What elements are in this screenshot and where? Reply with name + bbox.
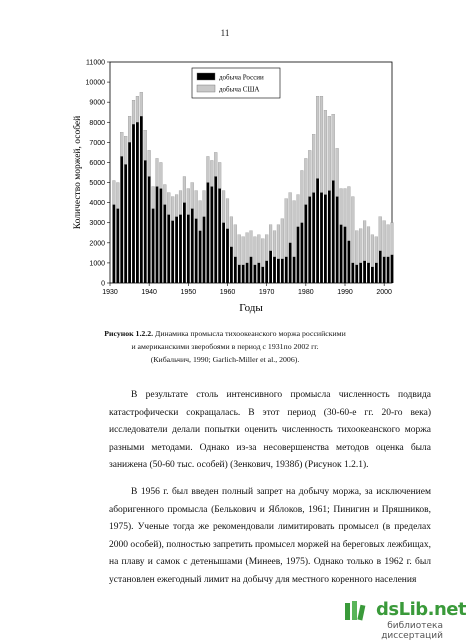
bar-russia bbox=[297, 227, 300, 283]
bar-russia bbox=[238, 265, 241, 283]
bar-russia bbox=[183, 203, 186, 283]
bar-russia bbox=[199, 231, 202, 283]
bar-usa bbox=[371, 235, 374, 267]
bar-russia bbox=[261, 267, 264, 283]
bar-usa bbox=[297, 195, 300, 227]
x-tick-label: 1970 bbox=[258, 289, 275, 296]
bar-usa bbox=[340, 189, 343, 225]
bar-usa bbox=[269, 225, 272, 251]
bar-usa bbox=[195, 191, 198, 219]
bar-russia bbox=[203, 217, 206, 283]
bar-russia bbox=[144, 160, 147, 283]
bar-usa bbox=[238, 235, 241, 265]
bar-usa bbox=[140, 92, 143, 116]
bar-russia bbox=[210, 187, 213, 283]
bar-usa bbox=[207, 156, 210, 182]
y-tick-label: 4000 bbox=[89, 200, 105, 208]
bar-usa bbox=[246, 233, 249, 263]
bar-russia bbox=[254, 265, 257, 283]
legend-box bbox=[192, 68, 280, 98]
y-tick-label: 6000 bbox=[89, 159, 105, 167]
bar-russia bbox=[293, 257, 296, 283]
y-axis-label: Количество моржей, особей bbox=[73, 115, 83, 230]
bar-russia bbox=[281, 259, 284, 283]
bar-usa bbox=[328, 116, 331, 190]
bar-russia bbox=[383, 257, 386, 283]
bar-russia bbox=[257, 263, 260, 283]
bar-usa bbox=[344, 189, 347, 227]
x-axis-label: Годы bbox=[239, 302, 263, 314]
bar-usa bbox=[222, 191, 225, 223]
bar-russia bbox=[316, 179, 319, 283]
bar-usa bbox=[285, 199, 288, 257]
bar-russia bbox=[152, 209, 155, 283]
caption-line-2: и американскими зверобоями в период с 1931по 2002 гг. bbox=[131, 342, 319, 351]
bar-usa bbox=[332, 114, 335, 180]
bar-usa bbox=[124, 136, 127, 164]
bar-russia bbox=[140, 116, 143, 283]
bar-russia bbox=[167, 215, 170, 283]
bar-russia bbox=[250, 257, 253, 283]
y-tick-label: 9000 bbox=[89, 99, 105, 107]
bar-russia bbox=[391, 255, 394, 283]
bar-russia bbox=[363, 261, 366, 283]
bar-usa bbox=[250, 231, 253, 257]
legend-label: добыча США bbox=[219, 85, 260, 94]
bar-russia bbox=[332, 181, 335, 283]
bar-russia bbox=[207, 183, 210, 283]
bar-usa bbox=[163, 185, 166, 205]
y-tick-label: 0 bbox=[101, 280, 105, 288]
x-tick-label: 1940 bbox=[141, 289, 157, 296]
bar-usa bbox=[160, 162, 163, 188]
bar-russia bbox=[214, 177, 217, 283]
bar-usa bbox=[218, 162, 221, 188]
bar-usa bbox=[113, 181, 116, 205]
bar-usa bbox=[148, 150, 151, 176]
bar-usa bbox=[363, 221, 366, 261]
bar-russia bbox=[285, 257, 288, 283]
bar-russia bbox=[242, 265, 245, 283]
bar-usa bbox=[355, 231, 358, 265]
bar-usa bbox=[387, 225, 390, 257]
bar-usa bbox=[128, 116, 131, 142]
bar-usa bbox=[391, 223, 394, 255]
bar-russia bbox=[328, 191, 331, 283]
paragraph-1-text: В результате столь интенсивного промысла численность подвида катастрофически сокращалась. В этот период (30-60-е гг. 20-го века) исследователи делали попытки оценить численность тихоокеанского моржа разными методами. Однако из-за несовершенства методов оценка была занижена (50-60 тыс. особей) (Зенкович, 1938б) (Рисунок 1.2.1). bbox=[109, 390, 431, 470]
bar-russia bbox=[320, 193, 323, 283]
bar-usa bbox=[367, 227, 370, 263]
bar-russia bbox=[113, 205, 116, 283]
caption-line-1: Динамика промысла тихоокеанского моржа российскими bbox=[153, 329, 346, 338]
bar-usa bbox=[273, 231, 276, 257]
bar-usa bbox=[152, 187, 155, 209]
bar-russia bbox=[379, 251, 382, 283]
bar-russia bbox=[351, 263, 354, 283]
y-tick-label: 11000 bbox=[86, 59, 105, 67]
bar-usa bbox=[175, 195, 178, 217]
bar-russia bbox=[344, 227, 347, 283]
bar-usa bbox=[261, 239, 264, 267]
bar-russia bbox=[324, 195, 327, 283]
y-tick-label: 3000 bbox=[89, 220, 105, 228]
bar-russia bbox=[371, 267, 374, 283]
bar-russia bbox=[301, 223, 304, 283]
bar-russia bbox=[191, 209, 194, 283]
bar-usa bbox=[191, 183, 194, 209]
bar-usa bbox=[187, 189, 190, 215]
bar-usa bbox=[312, 134, 315, 192]
bar-usa bbox=[316, 96, 319, 178]
bar-usa bbox=[320, 96, 323, 192]
bar-usa bbox=[144, 130, 147, 160]
legend-label: добыча России bbox=[219, 73, 264, 82]
paragraph-2 bbox=[109, 484, 431, 589]
caption-lead: Рисунок 1.2.2. bbox=[104, 329, 154, 338]
bar-usa bbox=[179, 191, 182, 215]
bar-usa bbox=[136, 96, 139, 122]
bar-usa bbox=[167, 193, 170, 215]
bar-russia bbox=[195, 219, 198, 283]
legend-swatch bbox=[197, 73, 215, 80]
bar-usa bbox=[257, 235, 260, 263]
bar-usa bbox=[120, 132, 123, 156]
paragraph-1 bbox=[109, 387, 431, 475]
bar-usa bbox=[289, 193, 292, 243]
bar-russia bbox=[222, 223, 225, 283]
bar-usa bbox=[254, 237, 257, 265]
bar-usa bbox=[265, 235, 268, 261]
x-tick-label: 1960 bbox=[219, 289, 236, 296]
bar-russia bbox=[246, 263, 249, 283]
bar-usa bbox=[183, 177, 186, 203]
bar-russia bbox=[218, 189, 221, 283]
bar-russia bbox=[128, 142, 131, 283]
bar-usa bbox=[359, 229, 362, 263]
bar-russia bbox=[230, 247, 233, 283]
legend-swatch bbox=[197, 85, 215, 92]
x-tick-label: 1980 bbox=[298, 289, 314, 296]
bar-usa bbox=[156, 158, 159, 186]
bar-usa bbox=[132, 100, 135, 124]
bar-russia bbox=[340, 225, 343, 283]
bar-russia bbox=[355, 265, 358, 283]
bar-russia bbox=[304, 205, 307, 283]
y-tick-label: 10000 bbox=[85, 79, 105, 87]
bar-usa bbox=[348, 187, 351, 241]
bar-usa bbox=[199, 201, 202, 231]
bar-russia bbox=[308, 197, 311, 283]
bar-usa bbox=[203, 191, 206, 217]
bar-russia bbox=[359, 263, 362, 283]
bar-usa bbox=[308, 150, 311, 196]
y-tick-label: 2000 bbox=[89, 240, 105, 248]
bar-usa bbox=[301, 170, 304, 222]
bar-russia bbox=[273, 257, 276, 283]
dslib-watermark bbox=[343, 599, 466, 641]
bar-usa bbox=[116, 183, 119, 209]
bar-russia bbox=[336, 197, 339, 283]
bar-usa bbox=[234, 225, 237, 257]
bar-usa bbox=[383, 221, 386, 257]
bar-usa bbox=[324, 110, 327, 194]
bar-russia bbox=[289, 243, 292, 283]
bar-usa bbox=[375, 237, 378, 263]
y-tick-label: 5000 bbox=[89, 180, 105, 188]
bar-russia bbox=[348, 241, 351, 283]
walrus-catch-chart bbox=[0, 0, 450, 330]
x-tick-label: 1950 bbox=[180, 289, 197, 296]
bar-russia bbox=[175, 217, 178, 283]
bar-usa bbox=[379, 217, 382, 251]
bar-usa bbox=[336, 148, 339, 196]
bar-usa bbox=[214, 152, 217, 176]
bar-russia bbox=[312, 193, 315, 283]
bar-usa bbox=[281, 219, 284, 259]
bar-usa bbox=[242, 237, 245, 265]
bar-russia bbox=[120, 156, 123, 283]
bar-usa bbox=[171, 197, 174, 221]
x-tick-label: 2000 bbox=[376, 289, 392, 296]
bar-usa bbox=[351, 197, 354, 263]
paragraph-2-text: В 1956 г. был введен полный запрет на добычу моржа, за исключением аборигенного промысла (Белькович и Яблоков, 1961; Пинигин и Пряшников, 1975). Ученые тогда же рекомендовали лимитировать промысел (в пределах 2000 особей), полностью запретить промысел моржей на береговых лежбищах, на плаву и самок с детенышами (Минеев, 1975). Однако только в 1962 г. был установлен ежегодный лимит на добычу для местного коренного населения bbox=[109, 487, 431, 585]
bar-russia bbox=[124, 164, 127, 283]
page-number: 11 bbox=[220, 28, 230, 38]
bar-russia bbox=[277, 259, 280, 283]
caption-line-3: (Кибальчич, 1990; Garlich-Miller et al., 2006). bbox=[150, 355, 300, 364]
bar-russia bbox=[132, 124, 135, 283]
bar-usa bbox=[230, 217, 233, 247]
dslib-logo-icon bbox=[343, 600, 373, 622]
bar-russia bbox=[187, 215, 190, 283]
bar-russia bbox=[179, 215, 182, 283]
watermark-main: dsLib.net bbox=[376, 599, 466, 620]
x-tick-label: 1990 bbox=[337, 289, 353, 296]
y-tick-label: 1000 bbox=[89, 260, 105, 268]
bar-russia bbox=[156, 187, 159, 283]
bar-usa bbox=[277, 225, 280, 259]
bar-usa bbox=[210, 160, 213, 186]
x-tick-label: 1930 bbox=[102, 289, 118, 296]
watermark-sub: библиотека диссертаций bbox=[381, 621, 443, 641]
bar-russia bbox=[234, 257, 237, 283]
bar-russia bbox=[163, 205, 166, 283]
bar-russia bbox=[116, 209, 119, 283]
bar-russia bbox=[226, 229, 229, 283]
bar-russia bbox=[367, 263, 370, 283]
bar-russia bbox=[136, 122, 139, 283]
bar-russia bbox=[269, 251, 272, 283]
y-tick-label: 8000 bbox=[89, 119, 105, 127]
bar-russia bbox=[148, 177, 151, 283]
figure-caption bbox=[40, 327, 410, 366]
bar-russia bbox=[160, 189, 163, 283]
bar-usa bbox=[293, 201, 296, 257]
bar-russia bbox=[375, 263, 378, 283]
bar-usa bbox=[304, 158, 307, 204]
y-tick-label: 7000 bbox=[89, 139, 105, 147]
bar-usa bbox=[226, 199, 229, 229]
bar-russia bbox=[387, 257, 390, 283]
bar-russia bbox=[171, 221, 174, 283]
bar-russia bbox=[265, 261, 268, 283]
